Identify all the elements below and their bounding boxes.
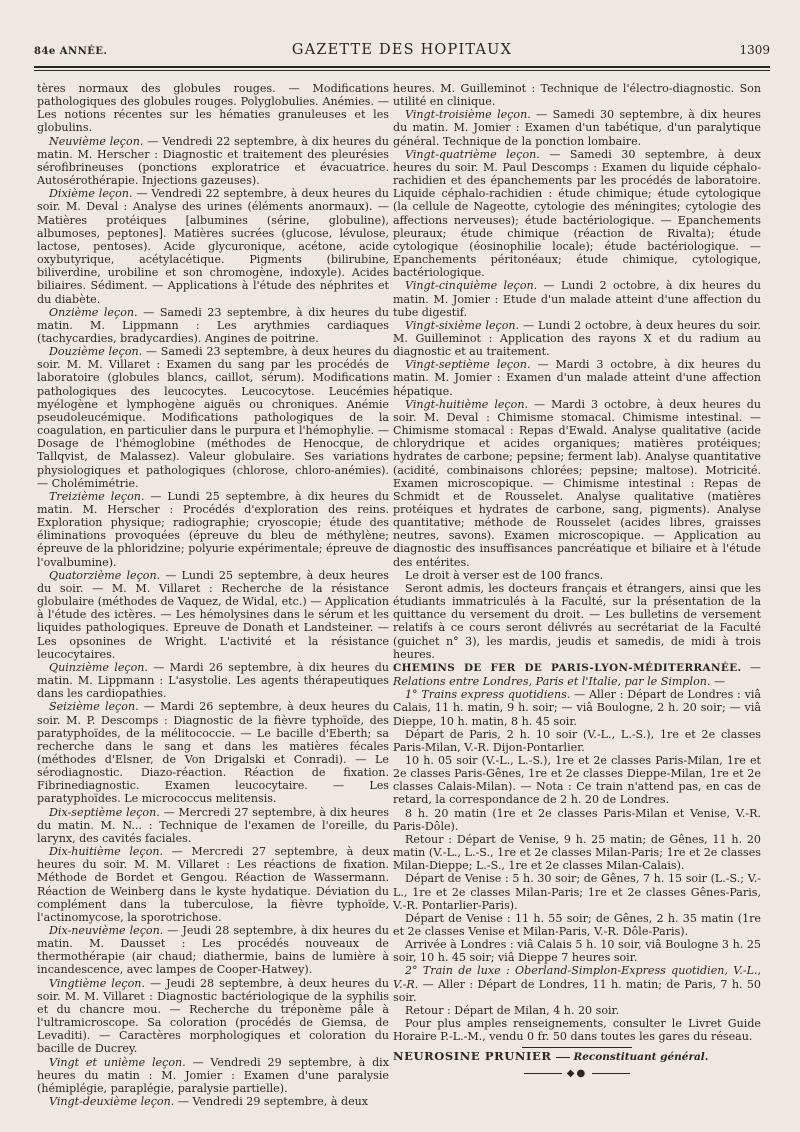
lesson-label: Dix-neuvième leçon. <box>49 924 164 937</box>
lesson-label: Neuvième leçon. <box>49 134 144 148</box>
paragraph-text: — Aller : Départ de Londres : viâ Calais, 11 h. matin, 9 h. soir; — viâ Boulogne, 2 h. 20 soir; — viâ Dieppe, 10 h. matin, 8 h. 45 soir. <box>393 688 761 728</box>
advert-neurosine <box>393 1050 761 1064</box>
advert-dash <box>556 1057 570 1058</box>
paragraph-text: — Lundi 25 septembre, à dix heures du matin. M. Herscher : Procédés d'exploration des reins. Exploration physique; radiographie; cryoscopie; étude des éliminations provoquées (épreuve du bleu de méthylène; épreuve de la phloridzine; polyurie expérimentale; épreuve de l'ovalbumine). <box>37 489 390 569</box>
paragraph-text: Retour : Départ de Venise, 9 h. 25 matin; de Gênes, 11 h. 20 matin (V.-L., L.-S., 1re et 2e classes Milan-Paris; 1re et 2e classes Milan-Dieppe; L.-S., 1re et 2e classes Milan-Calais). <box>393 832 761 873</box>
page-number: 1309 <box>739 43 770 57</box>
left-column <box>37 82 389 1108</box>
paragraph-text: 10 h. 05 soir (V.-L., L.-S.), 1re et 2e classes Paris-Milan, 1re et 2e classes Paris-Gênes, 1re et 2e classes Dieppe-Milan, 1re et 2e classes Calais-Milan). — Nota : Ce train n'attend pas, en cas de retard, la correspondance de 2 h. 20 de Londres. <box>393 753 761 807</box>
paragraph-text: — Mardi 26 septembre, à deux heures du soir. M. P. Descomps : Diagnostic de la fièvre typhoïde, des paratyphoïdes, de la mélitococcie. — Le bacille d'Eberth; sa recherche dans le sang et dans les matières fécales (méthodes d'Elsner, de Von Drigalski et Conradi). — Le sérodiagnostic. Diazo-réaction. Réaction de fixation. Fibrinediagnostic. Examen leucocytaire. — Les paratyphoïdes. Le micrococcus melitensis. <box>37 700 389 806</box>
paragraph <box>37 187 389 305</box>
lesson-label: Treizième leçon. <box>49 489 145 503</box>
header-rule-thick <box>34 66 770 68</box>
paragraph <box>37 700 389 805</box>
paragraph <box>393 398 761 569</box>
paragraph <box>37 490 389 569</box>
lesson-label: Vingtième leçon. <box>49 976 145 990</box>
paragraph <box>393 1004 761 1017</box>
paragraph-text: — Vendredi 22 septembre, à dix heures du matin. M. Herscher : Diagnostic et traitement des pleurésies sérofibrineuses (ponctions exploratrice et évacuatrice. Autosérothérapie. Injections gazeuses). <box>37 134 389 188</box>
paragraph-text: — Vendredi 29 septembre, à dix heures du matin : M. Jomier : Examen d'une paralysie (hémiplégie, paraplégie, paralysie partielle). <box>37 1055 389 1095</box>
lesson-label: Vingt-deuxième leçon. <box>49 1095 175 1109</box>
paragraph-text: Départ de Venise : 11 h. 55 soir; de Gênes, 2 h. 35 matin (1re et 2e classes Venise et Milan-Paris, V.-R. Dôle-Paris). <box>393 911 761 938</box>
paragraph <box>37 135 389 188</box>
paragraph <box>37 806 389 845</box>
paragraph <box>37 1056 389 1095</box>
paragraph <box>393 108 761 147</box>
lesson-label: Vingt-septième leçon. <box>405 358 531 372</box>
paragraph-text: — Vendredi 22 septembre, à deux heures du soir. M. Deval : Analyse des urines (éléments anormaux). — Matières protéiques [albumines (sérine, globuline), albumoses, peptones]. Matières sucrées (glucose, lévulose, lactose, pentoses). Acide glycuronique, acétone, acide oxybutyrique, acétylacétique. Pigments (bilirubine, biliverdine, urobiline et son chromogène, indoxyle). Acides biliaires. Sédiment. — Applications à l'étude des néphrites et du diabète. <box>37 187 389 306</box>
paragraph <box>393 728 761 754</box>
paragraph-text: Arrivée à Londres : viâ Calais 5 h. 10 soir, viâ Boulogne 3 h. 25 soir, 10 h. 45 soir; viâ Dieppe 7 heures soir. <box>393 938 761 965</box>
paragraph-text: — Samedi 23 septembre, à dix heures du matin. M. Lippmann : Les arythmies cardiaques (tachycardies, bradycardies). Angines de poitrine. <box>37 305 389 345</box>
paragraph <box>37 977 389 1056</box>
paragraph-text: — Mercredi 27 septembre, à dix heures du matin. M. N... : Technique de l'examen de l'oreille, du larynx, des cavités faciales. <box>37 805 389 845</box>
header-rule-thin <box>34 70 770 71</box>
lesson-label: 1° Trains express quotidiens. <box>405 688 571 702</box>
paragraph-text: — Vendredi 29 septembre, à deux <box>174 1095 369 1109</box>
paragraph-text: Pour plus amples renseignements, consulter le Livret Guide Horaire P.-L.-M., vendu 0 fr. 50 dans toutes les gares du réseau. <box>393 1017 761 1044</box>
paragraph <box>393 569 761 582</box>
paragraph <box>393 358 761 397</box>
separator-rule <box>522 1047 632 1048</box>
paragraph <box>393 582 761 661</box>
paragraph-text: — Mardi 3 octobre, à deux heures du soir. M. Deval : Chimisme stomacal. Chimisme intestinal. — Chimisme stomacal : Repas d'Ewald. Analyse qualitative (acide chlorydrique et acides organiques; matières protéiques; hydrates de carbone; pepsine; ferment lab). Analyse quantitative (acidité, combinaisons chlorées; pepsine; maltose). Motricité. Examen microscopique. — Chimisme intestinal : Repas de Schmidt et de Rousselet. Analyse qualitative (matières protéiques et hydrates de carbone, sang, pigments). Analyse quantitative; méthode de Rousselet (acides libres, graisses neutres, savons). Examen microscopique. — Application au diagnostic des insuffisances pancréatique et biliaire et à l'étude des entérites. <box>393 397 761 569</box>
paragraph <box>37 345 389 490</box>
lesson-label: Vingt-huitième leçon. <box>405 397 528 411</box>
paragraph-text: — Samedi 30 septembre, à dix heures du matin. M. Jomier : Examen d'un tabétique, d'un paralytique général. Technique de la ponction lombaire. <box>393 108 761 148</box>
paragraph <box>393 319 761 358</box>
paragraph <box>393 82 761 108</box>
railway-caption: CHEMINS DE FER DE PARIS-LYON-MÉDITERRANÉE. <box>393 661 742 674</box>
lesson-label: 2° Train de luxe : Oberland-Simplon-Express quotidien, V.-L., V.-R. <box>393 964 761 991</box>
journal-title: GAZETTE DES HOPITAUX <box>291 42 513 58</box>
paragraph-text: 8 h. 20 matin (1re et 2e classes Paris-Milan et Venise, V.-R. Paris-Dôle). <box>393 806 761 833</box>
paragraph <box>37 845 389 924</box>
paragraph-text: — Mercredi 27 septembre, à deux heures du soir. M. M. Villaret : Les réactions de fixation. Méthode de Bordet et Gengou. Réaction de Wassermann. Réaction de Weinberg dans le kyste hydatique. Déviation du complément dans la tuberculose, la fièvre typhoïde, l'actinomycose, la sporotrichose. <box>37 845 389 924</box>
lesson-label: Vingt et unième leçon. <box>49 1055 186 1069</box>
advert-tagline: Reconstituant général. <box>573 1051 709 1064</box>
lesson-label: Vingt-quatrième leçon. <box>405 147 540 161</box>
paragraph <box>393 872 761 911</box>
paragraph-text: — Aller : Départ de Londres, 11 h. matin; de Paris, 7 h. 50 soir. <box>393 977 761 1004</box>
paragraph <box>393 807 761 833</box>
paragraph <box>37 569 389 661</box>
lesson-label: Quatorzième leçon. <box>49 568 161 582</box>
lesson-label: Dix-huitième leçon. <box>49 845 164 859</box>
advert-name: NEUROSINE PRUNIER <box>393 1049 552 1064</box>
right-column <box>393 82 761 1080</box>
paragraph-text: — Samedi 23 septembre, à deux heures du soir. M. M. Villaret : Examen du sang par les procédés de laboratoire (globules blancs, caillot, sérum). Modifications pathologiques des leucocytes. Leucocytose. Leucémies myélogène et lymphogène aiguës ou chroniques. Anémie pseudoleucémique. Modifications pathologiques de la coagulation, en particulier dans le purpura et l'hémophylie. — Dosage de l'hémoglobine (méthodes de Henocque, de Tallqvist, de Malassez). Valeur globulaire. Ses variations physiologiques et pathologiques (chlorose, chloro-anémies). — Cholémimétrie. <box>37 345 389 490</box>
lesson-label: Vingt-troisième leçon. <box>405 108 531 122</box>
year-label: 84e ANNÉE. <box>34 46 108 57</box>
ornament-rule: ◆● <box>393 1067 761 1080</box>
paragraph-text: heures. M. Guilleminot : Technique de l'électro-diagnostic. Son utilité en clinique. <box>393 82 761 109</box>
paragraph <box>37 924 389 977</box>
paragraph <box>393 279 761 318</box>
paragraph-text: tères normaux des globules rouges. — Modifications pathologiques des globules rouges. Polyglobulies. Anémies. — Les notions récentes sur les hématies granuleuses et les globulins. <box>37 82 389 135</box>
paragraph <box>393 912 761 938</box>
lesson-label: Seizième leçon. <box>49 700 139 714</box>
lesson-label: Dix-septième leçon. <box>49 805 160 819</box>
lesson-label: Quinzième leçon. <box>49 660 148 674</box>
railway-intro: Relations entre Londres, Paris et l'Italie, par le Simplon. <box>393 675 711 689</box>
paragraph <box>37 661 389 700</box>
paragraph <box>37 82 389 135</box>
paragraph-text: — Lundi 2 octobre, à dix heures du matin. M. Jomier : Etude d'un malade atteint d'une affection du tube digestif. <box>393 279 761 319</box>
paragraph-text: — Mardi 3 octobre, à dix heures du matin. M. Jomier : Examen d'un malade atteint d'une affection hépatique. <box>393 358 761 398</box>
paragraph-text: — Lundi 25 septembre, à deux heures du soir. — M. M. Villaret : Recherche de la résistance globulaire (méthodes de Vaquez, de Widal, etc.) — Application à l'étude des ictères. — Les hémolysines dans le sérum et les liquides pathologiques. Epreuve de Donath et Landsteiner. — Les opsonines de Wright. L'activité et la résistance leucocytaires. <box>37 568 389 661</box>
lesson-label: Dixième leçon. <box>49 187 133 201</box>
lessons-continued <box>393 82 761 661</box>
paragraph <box>393 964 761 1003</box>
paragraph-text: Retour : Départ de Milan, 4 h. 20 soir. <box>405 1003 620 1017</box>
paragraph-text: — Jeudi 28 septembre, à deux heures du soir. M. M. Villaret : Diagnostic bactériologique de la syphilis et du chancre mou. — Recherche du tréponème pâle à l'ultramicroscope. Sa coloration (procédés de Giemsa, de Levaditi). — Caractères morphologiques et coloration du bacille de Ducrey. <box>37 976 389 1056</box>
paragraph <box>37 306 389 345</box>
lesson-label: Vingt-sixième leçon. <box>405 318 520 332</box>
paragraph <box>393 754 761 807</box>
paragraph-text: Le droit à verser est de 100 francs. <box>405 568 604 582</box>
page-header <box>34 40 770 64</box>
paragraph <box>393 833 761 872</box>
paragraph <box>393 688 761 727</box>
lesson-label: Douzième leçon. <box>49 345 143 359</box>
lesson-label: Vingt-cinquième leçon. <box>405 279 538 293</box>
paragraph-text: Seront admis, les docteurs français et étrangers, ainsi que les étudiants immatriculés à la Faculté, sur la présentation de la quittance du versement du droit. — Les bulletins de versement relatifs à ce cours seront délivrés au secrétariat de la Faculté (guichet n° 3), les mardis, jeudis et samedis, de midi à trois heures. <box>393 581 761 661</box>
paragraph <box>393 1017 761 1043</box>
paragraph <box>393 938 761 964</box>
paragraph-text: — Samedi 30 septembre, à deux heures du soir. M. Paul Descomps : Examen du liquide céphalo-rachidien et des épanchements par les procédés de laboratoire. Liquide céphalo-rachidien : étude chimique; étude cytologique (la cellule de Nageotte, cytologie des méningites; cytologie des affections nerveuses); étude bactériologique. — Epanchements pleuraux; étude chimique (réaction de Rivalta); étude cytologique (éosinophilie locale); étude bactériologique. — Epanchements péritonéaux; étude chimique, cytologique, bactériologique. <box>393 147 761 280</box>
paragraph <box>393 148 761 280</box>
lesson-label: Onzième leçon. <box>49 305 138 319</box>
paragraph-text: — Lundi 2 octobre, à deux heures du soir. M. Guilleminot : Application des rayons X et du radium au diagnostic et au traitement. <box>393 318 761 359</box>
railway-timetable <box>393 688 761 1043</box>
paragraph <box>37 1095 389 1108</box>
railway-section-heading: CHEMINS DE FER DE PARIS-LYON-MÉDITERRANÉE. — Relations entre Londres, Paris et l'Italie, par le Simplon. — <box>393 660 761 689</box>
paragraph-text: Départ de Venise : 5 h. 30 soir; de Gênes, 7 h. 15 soir (L.-S.; V.-L., 1re et 2e classes Milan-Paris; 1re et 2e classes Gênes-Paris, V.-R. Pontarlier-Paris). <box>393 872 761 912</box>
paragraph-text: Départ de Paris, 2 h. 10 soir (V.-L., L.-S.), 1re et 2e classes Paris-Milan, V.-R. Dijon-Pontarlier. <box>393 727 761 754</box>
paragraph-text: — Jeudi 28 septembre, à dix heures du matin. M. Dausset : Les procédés nouveaux de thermothérapie (air chaud; diathermie, bains de lumière à incandescence, avec lampes de Cooper-Hatwey). <box>37 924 389 977</box>
paragraph-text: — Mardi 26 septembre, à dix heures du matin. M. Lippmann : L'asystolie. Les agents thérapeutiques dans les cardiopathies. <box>37 660 389 701</box>
